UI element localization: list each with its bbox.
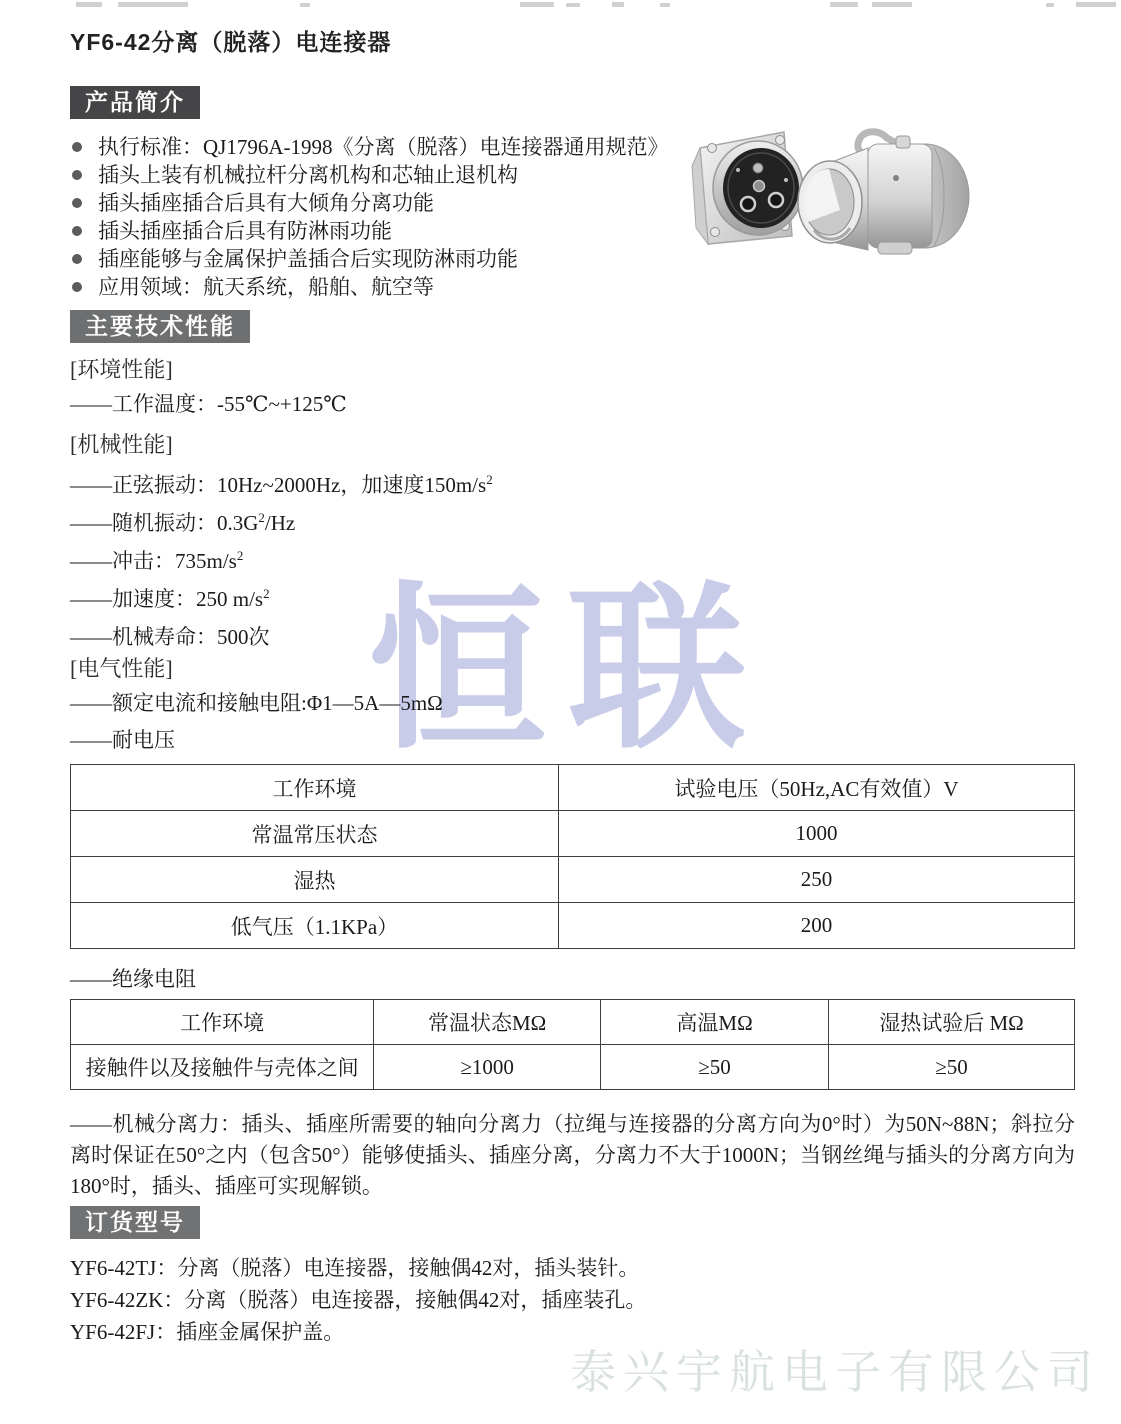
table-row <box>71 857 1075 903</box>
section-heading-ordering: 订货型号 <box>70 1206 200 1239</box>
bullet-text: 插座能够与金属保护盖插合后实现防淋雨功能 <box>98 247 518 271</box>
crop-fragment <box>612 2 624 7</box>
intro-bullet-list <box>70 133 1075 301</box>
bullet-text: 插头插座插合后具有大倾角分离功能 <box>98 191 434 215</box>
random-vibration-line <box>70 504 1075 537</box>
table-row <box>71 903 1075 949</box>
superscript: 2 <box>258 510 265 525</box>
table-cell: 常温常压状态 <box>71 811 559 857</box>
bullet-text: 插头上装有机械拉杆分离机构和芯轴止退机构 <box>98 163 518 187</box>
column-header: 工作环境 <box>71 1000 374 1045</box>
crop-fragment <box>1076 2 1116 7</box>
table-cell: ≥50 <box>829 1045 1075 1090</box>
table-row <box>71 1045 1075 1090</box>
env-performance-label: [环境性能] <box>70 357 173 382</box>
insulation-resistance-table <box>70 999 1075 1090</box>
list-item <box>70 133 1075 161</box>
table-cell: ≥1000 <box>374 1045 601 1090</box>
elec-performance-label: [电气性能] <box>70 656 173 681</box>
column-header: 湿热试验后 MΩ <box>829 1000 1075 1045</box>
column-header: 常温状态MΩ <box>374 1000 601 1045</box>
rated-current-line: ——额定电流和接触电阻:Φ1—5A—5mΩ <box>70 691 443 715</box>
table-cell: ≥50 <box>601 1045 829 1090</box>
column-header: 高温MΩ <box>601 1000 829 1045</box>
spec-text: /Hz <box>264 511 296 535</box>
table-cell: 低气压（1.1KPa） <box>71 903 559 949</box>
list-item <box>70 245 1075 273</box>
table-row <box>71 811 1075 857</box>
withstand-voltage-label: ——耐电压 <box>70 728 175 752</box>
list-item <box>70 217 1075 245</box>
withstand-voltage-table <box>70 764 1075 949</box>
bullet-text: 应用领域：航天系统，船舶、航空等 <box>98 275 434 299</box>
ordering-list <box>70 1252 1075 1348</box>
footer-company-watermark: 泰兴宇航电子有限公司 <box>570 1347 1100 1398</box>
separation-force-paragraph: ——机械分离力：插头、插座所需要的轴向分离力（拉绳与连接器的分离方向为0°时）为50N~88N；斜拉分离时保证在50°之内（包含50°）能够使插头、插座分离，分离力不大于1000N；当钢丝绳与插头的分离方向为180°时，插头、插座可实现解锁。 <box>70 1112 1075 1198</box>
section-heading-product-intro: 产品简介 <box>70 86 200 119</box>
table-header-row <box>71 1000 1075 1045</box>
spec-text: ——机械寿命：500次 <box>70 625 270 649</box>
superscript: 2 <box>236 548 244 563</box>
table-cell: 湿热 <box>71 857 559 903</box>
ordering-item: YF6-42ZK：分离（脱落）电连接器，接触偶42对，插座装孔。 <box>70 1288 647 1312</box>
bullet-text: 插头插座插合后具有防淋雨功能 <box>98 219 392 243</box>
list-item <box>70 273 1075 301</box>
acceleration-line <box>70 580 1075 613</box>
table-cell: 接触件以及接触件与壳体之间 <box>71 1045 374 1090</box>
spec-text: ——加速度：250 m/s <box>70 587 264 611</box>
section-heading-tech-performance: 主要技术性能 <box>70 310 250 343</box>
mechanical-life-line <box>70 618 1075 651</box>
crop-fragment <box>566 3 580 7</box>
table-cell: 250 <box>558 857 1074 903</box>
mech-performance-label: [机械性能] <box>70 432 173 457</box>
crop-fragment <box>300 3 310 7</box>
bullet-icon <box>72 170 82 180</box>
spec-text: ——随机振动：0.3G <box>70 511 259 535</box>
sine-vibration-line <box>70 466 1075 499</box>
shock-line <box>70 542 1075 575</box>
spec-text: ——冲击：735m/s <box>70 549 237 573</box>
crop-fragment <box>76 2 102 7</box>
crop-fragment <box>520 2 554 7</box>
page-content <box>0 27 1121 1348</box>
bullet-icon <box>72 198 82 208</box>
bullet-icon <box>72 142 82 152</box>
table-cell: 1000 <box>558 811 1074 857</box>
bullet-icon <box>72 226 82 236</box>
superscript: 2 <box>486 472 493 487</box>
page-title: YF6-42分离（脱落）电连接器 <box>70 29 392 55</box>
center-watermark: 恒联 <box>368 572 768 770</box>
superscript: 2 <box>263 586 270 601</box>
column-header: 试验电压（50Hz,AC有效值）V <box>558 765 1074 811</box>
bullet-icon <box>72 254 82 264</box>
table-cell: 200 <box>558 903 1074 949</box>
bullet-text: 执行标准：QJ1796A-1998《分离（脱落）电连接器通用规范》 <box>98 135 669 159</box>
ordering-item: YF6-42TJ：分离（脱落）电连接器，接触偶42对，插头装针。 <box>70 1256 640 1280</box>
operating-temperature-line: ——工作温度：-55℃~+125℃ <box>70 392 347 416</box>
spec-text: ——正弦振动：10Hz~2000Hz，加速度150m/s <box>70 473 487 497</box>
crop-fragment <box>830 2 858 7</box>
insulation-resistance-label: ——绝缘电阻 <box>70 967 196 991</box>
bullet-icon <box>72 282 82 292</box>
ordering-item: YF6-42FJ：插座金属保护盖。 <box>70 1320 345 1344</box>
table-header-row <box>71 765 1075 811</box>
crop-fragment <box>118 2 188 7</box>
list-item <box>70 161 1075 189</box>
crop-fragment <box>660 3 670 7</box>
column-header: 工作环境 <box>71 765 559 811</box>
crop-fragment <box>872 2 912 7</box>
cropped-previous-row <box>0 0 1121 10</box>
list-item <box>70 189 1075 217</box>
crop-fragment <box>1046 3 1054 7</box>
